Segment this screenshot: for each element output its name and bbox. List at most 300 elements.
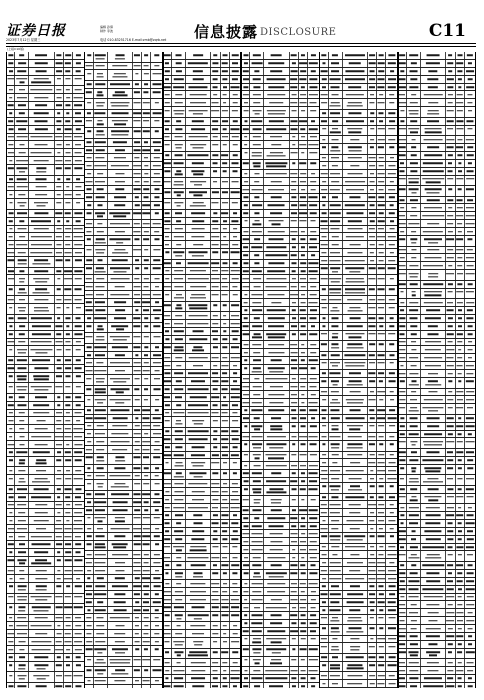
table-cell [421,520,446,527]
table-cell [172,199,186,209]
table-cell [343,110,368,117]
table-row [85,352,162,360]
table-cell [221,328,230,335]
table-cell [290,588,299,595]
table-cell [386,452,397,459]
table-cell [108,667,133,677]
table-cell [456,212,465,219]
table-cell [290,236,299,243]
table-cell [377,517,386,524]
table-cell [221,580,230,587]
table-cell [399,641,407,648]
table-cell [264,194,289,201]
table-cell [290,554,299,561]
table-row [320,162,397,170]
table-cell [377,118,386,125]
issue-date: 2023年7月12日 星期三 [6,38,41,42]
table-cell [329,672,343,679]
table-row [242,646,319,657]
table-cell [55,149,64,156]
table-cell [94,607,108,614]
table-row [85,591,162,599]
table-cell [308,99,319,106]
table-cell [73,509,84,516]
table-cell [377,249,386,256]
table-cell [320,423,328,433]
table-cell [386,483,397,493]
table-cell [377,91,386,98]
table-cell [55,86,64,93]
table-cell [250,588,264,595]
table-cell [242,134,250,141]
table-cell [230,91,241,98]
table-cell [407,423,421,430]
table-cell [85,438,93,445]
table-cell [290,399,299,406]
table-row [320,118,397,126]
table-cell [299,667,308,674]
table-cell [343,99,368,109]
table-row [7,210,84,218]
table-row [399,423,476,431]
table-cell [456,494,465,504]
table-cell [456,683,465,688]
table-row [164,84,241,92]
table-cell [399,362,407,369]
table-row [85,646,162,657]
table-cell [446,475,455,485]
table-row [85,685,162,688]
table-cell [320,241,328,248]
table-cell [73,425,84,432]
table-cell [108,423,133,430]
table-cell [399,289,407,299]
table-row [164,386,241,394]
table-cell [211,536,220,543]
table-cell [172,218,186,225]
table-cell [186,76,211,83]
table-cell [94,473,108,480]
table-cell [320,275,328,285]
table-cell [242,604,250,611]
table-cell [230,160,241,167]
table-row [320,575,397,583]
table-cell [85,638,93,645]
table-row [399,346,476,354]
table-cell [264,160,289,170]
table-row [399,586,476,594]
table-cell [64,176,73,183]
table-cell [242,423,250,433]
table-cell [242,323,250,330]
table-cell [186,580,211,587]
table-cell [250,486,264,496]
table-cell [230,275,241,282]
table-cell [211,134,220,141]
table-cell [320,433,328,440]
table-row [164,126,241,134]
table-cell [29,52,54,59]
table-row [85,178,162,186]
table-row [7,268,84,276]
table-cell [55,241,64,248]
table-cell [85,667,93,677]
table-cell [7,638,15,645]
table-cell [29,594,54,604]
table-cell [64,672,73,682]
table-cell [308,52,319,59]
table-cell [343,467,368,474]
table-cell [308,620,319,627]
table-row [320,396,397,407]
table-cell [377,162,386,169]
table-cell [211,570,220,580]
table-cell [242,365,250,375]
table-cell [368,533,377,543]
table-cell [64,110,73,117]
table-cell [290,178,299,185]
table-cell [456,667,465,674]
table-cell [7,86,15,93]
table-cell [377,186,386,193]
table-cell [377,178,386,185]
table-row [85,323,162,334]
table-cell [29,76,54,86]
table-row [399,236,476,247]
table-cell [399,254,407,261]
table-row [164,480,241,488]
table-cell [399,494,407,504]
table-cell [386,52,397,59]
table-cell [368,341,377,351]
table-cell [308,178,319,185]
table-cell [64,594,73,604]
table-cell [465,438,476,448]
table-cell [186,199,211,209]
table-cell [308,667,319,674]
table-cell [108,638,133,645]
table-cell [211,394,220,401]
table-row [242,675,319,683]
table-cell [250,52,264,59]
table-row [242,580,319,588]
table-cell [456,594,465,601]
table-cell [329,423,343,433]
table-cell [221,612,230,622]
table-cell [242,141,250,148]
table-cell [368,501,377,508]
table-cell [55,76,64,86]
table-cell [73,433,84,440]
table-cell [55,549,64,556]
table-cell [329,170,343,177]
table-cell [320,178,328,185]
table-cell [343,233,368,240]
table-cell [320,654,328,661]
table-cell [446,299,455,306]
table-cell [142,323,151,333]
table-cell [142,491,151,498]
table-cell [186,328,211,335]
table-cell [343,352,368,359]
table-row [242,546,319,554]
table-cell [7,126,15,133]
table-cell [299,391,308,398]
table-cell [172,189,186,199]
table-cell [108,154,133,161]
table-cell [290,275,299,282]
table-cell [421,449,446,456]
table-cell [186,362,211,369]
table-cell [421,136,446,143]
table-cell [407,675,421,682]
table-row [7,218,84,226]
table-cell [85,139,93,146]
table-row [164,268,241,276]
table-row [85,375,162,386]
table-cell [142,283,151,290]
table-cell [386,360,397,370]
table-cell [368,194,377,201]
table-cell [94,678,108,685]
table-cell [421,107,446,117]
table-cell [456,315,465,322]
table-cell [242,580,250,587]
table-cell [142,646,151,656]
table-cell [73,502,84,509]
table-cell [250,612,264,619]
table-cell [242,99,250,106]
table-cell [73,315,84,322]
table-cell [151,599,162,606]
table-cell [64,683,73,688]
table-cell [64,417,73,424]
table-cell [386,331,397,341]
table-cell [290,244,299,251]
table-cell [377,407,386,414]
table-cell [386,323,397,330]
table-row [320,475,397,483]
table-cell [377,331,386,341]
table-cell [308,604,319,611]
table-cell [94,178,108,185]
table-cell [446,186,455,196]
table-cell [142,70,151,80]
table-cell [85,89,93,99]
table-cell [421,99,446,106]
table-cell [7,94,15,101]
table-cell [446,60,455,67]
table-cell [456,389,465,396]
table-cell [242,84,250,91]
table-cell [221,60,230,67]
table-cell [308,275,319,282]
table-cell [399,617,407,624]
table-row [85,170,162,178]
table-cell [85,415,93,422]
table-cell [456,457,465,464]
table-row [164,118,241,126]
table-row [85,110,162,118]
table-cell [264,236,289,243]
table-cell [221,596,230,603]
table-cell [186,283,211,290]
table-cell [85,154,93,161]
table-cell [55,315,64,322]
table-cell [368,599,377,606]
table-cell [29,502,54,509]
table-row [7,486,84,494]
table-cell [299,194,308,201]
table-cell [221,189,230,199]
table-cell [386,233,397,240]
table-row [164,233,241,241]
table-cell [407,68,421,75]
table-cell [368,517,377,524]
table-cell [421,118,446,125]
table-cell [142,162,151,169]
table-cell [7,509,15,516]
table-cell [85,386,93,396]
table-cell [230,107,241,117]
table-cell [230,504,241,511]
table-cell [15,646,29,653]
table-cell [221,275,230,282]
table-cell [172,354,186,361]
table-cell [456,544,465,551]
table-cell [15,233,29,240]
table-cell [386,475,397,482]
table-cell [343,331,368,341]
table-cell [7,199,15,209]
table-cell [290,210,299,217]
table-cell [142,396,151,406]
table-cell [407,197,421,204]
table-cell [85,685,93,688]
table-cell [7,394,15,401]
table-cell [446,609,455,616]
table-cell [172,428,186,435]
table-cell [465,551,476,561]
table-cell [446,370,455,377]
table-cell [55,417,64,424]
table-cell [308,538,319,545]
table-cell [465,449,476,456]
table-cell [133,499,142,506]
table-cell [64,357,73,364]
table-row [85,118,162,129]
table-cell [421,197,446,204]
table-cell [465,236,476,246]
table-cell [421,354,446,361]
table-cell [7,233,15,240]
table-cell [308,383,319,390]
table-cell [230,268,241,275]
table-row [399,354,476,362]
table-row [399,570,476,578]
table-cell [15,373,29,383]
table-cell [133,210,142,220]
table-cell [264,349,289,356]
table-row [242,299,319,307]
table-cell [343,52,368,59]
table-cell [211,233,220,240]
table-cell [242,91,250,98]
table-cell [250,99,264,106]
table-cell [55,346,64,356]
table-cell [465,118,476,125]
table-cell [172,152,186,159]
table-cell [7,373,15,383]
table-cell [421,323,446,330]
table-cell [407,683,421,688]
table-cell [73,541,84,548]
table-cell [456,228,465,235]
table-cell [421,586,446,593]
table-cell [377,275,386,285]
table-cell [133,622,142,629]
table-cell [446,315,455,322]
table-row [85,630,162,638]
table-column-block [163,52,242,688]
table-cell [55,157,64,164]
table-cell [320,68,328,75]
table-cell [250,546,264,553]
table-row [399,136,476,144]
table-row [7,199,84,210]
table-cell [64,118,73,125]
table-cell [329,662,343,672]
table-cell [343,544,368,551]
table-cell [299,375,308,382]
table-row [242,407,319,415]
table-cell [250,91,264,98]
table-cell [94,491,108,498]
table-cell [94,202,108,209]
table-row [242,423,319,434]
table-cell [7,226,15,233]
table-cell [329,415,343,422]
table-cell [85,375,93,385]
table-cell [290,523,299,530]
table-cell [368,396,377,406]
table-cell [368,186,377,193]
table-cell [299,562,308,569]
table-cell [320,360,328,370]
table-cell [299,202,308,209]
table-cell [15,662,29,672]
table-cell [407,494,421,504]
table-cell [230,459,241,469]
table-cell [221,68,230,75]
table-cell [221,649,230,659]
table-cell [264,554,289,561]
table-cell [377,475,386,482]
table-cell [15,210,29,217]
table-cell [211,362,220,369]
table-cell [329,202,343,209]
table-cell [142,638,151,645]
table-cell [172,444,186,451]
table-cell [465,520,476,527]
table-cell [73,638,84,645]
table-cell [368,126,377,136]
table-cell [73,176,84,183]
table-cell [386,544,397,551]
table-cell [186,126,211,133]
table-cell [399,299,407,306]
table-cell [64,467,73,474]
